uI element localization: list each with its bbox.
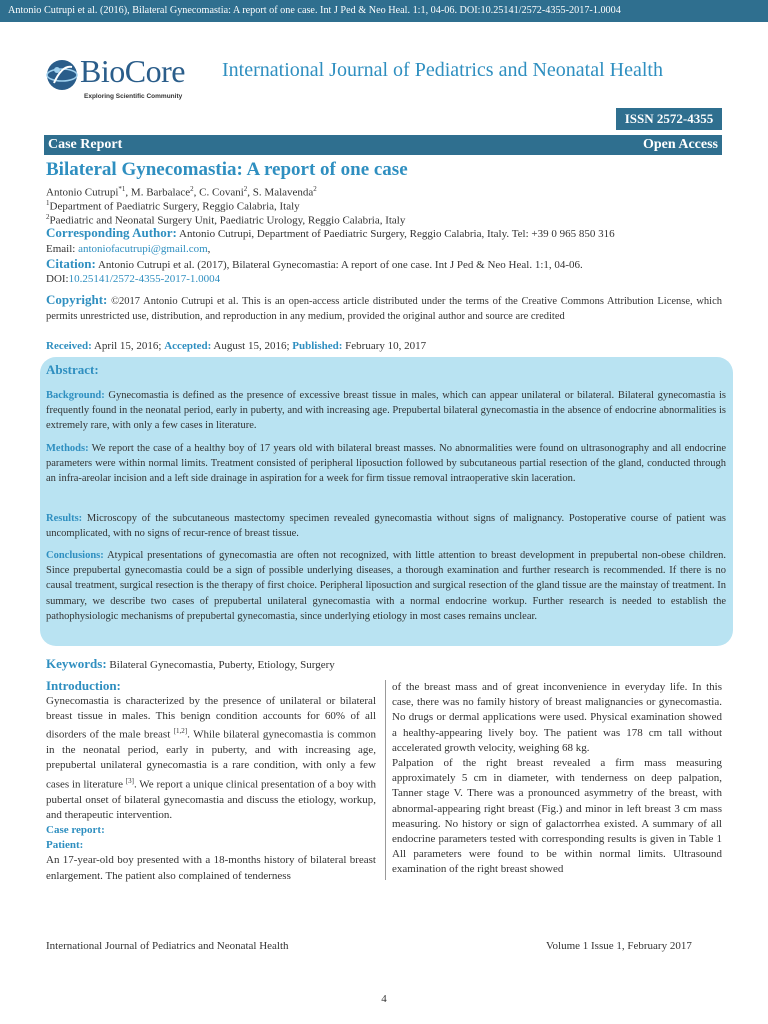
footer-volume: Volume 1 Issue 1, February 2017 (546, 940, 692, 952)
abstract-conclusions: Conclusions: Atypical presentations of gynecomastia are often not recognized, with little attention to breast development in prepubertal non-obese children. Since prepubertal gynecomastia could be a sign of possible underlying diseases, a thorough examination and further research is recommended. If there is no causal treatment, surgical resection is the therapy of first choice. Peripheral liposuction and surgical resection of the gland tissue are the mainstay of treatment. In summary, we describe two cases of prepubertal unilateral gynecomastia with a normal endocrine workup. Further research is needed to establish the pathophysiologic mechanisms of prepubertal gynecomastia, since underlying etiology in most cases remains unclear. (46, 550, 726, 622)
copyright: Copyright: ©2017 Antonio Cutrupi et al. This is an open-access article distributed under the terms of the Creative Commons Attribution License, which permits unrestricted use, distribution, and reproduction in any medium, provided the original author and source are credited (46, 292, 722, 322)
patient-heading: Patient: (46, 839, 84, 852)
left-column (46, 677, 376, 884)
affiliation-1: $^1$Department of Paediatric Surgery, Reggio Calabria, Italy (46, 199, 300, 213)
abstract-methods: Methods: We report the case of a healthy boy of 17 years old with bilateral breast masses. No abnormalities were found on ultrasonography and all endocrine parameters were within normal limits. Treatment consisted of peripheral liposuction followed by subcutaneous partial resection of the gland, conducted through an infra-areolar incision and a left side drainage in aspiration for a week for firm tissue removal intraoperative skin laceration. (46, 443, 726, 485)
citation-line: Citation: Antonio Cutrupi et al. (2017), Bilateral Gynecomastia: A report of one case. Int J Ped & Neo Heal. 1:1, 04-06. (46, 256, 583, 271)
header-citation-bar (0, 0, 768, 22)
logo-name: BioCore (80, 53, 185, 89)
abstract-heading: Abstract: (46, 362, 99, 377)
email-line: Email: antoniofacutrupi@gmail.com, (46, 243, 211, 255)
page-number: 4 (381, 993, 387, 1005)
column-divider (385, 680, 386, 880)
patient-text: An 17-year-old boy presented with a 18-months history of bilateral breast enlargement. The patient also complained of tenderness (46, 854, 376, 882)
abstract-background: Background: Gynecomastia is defined as the presence of excessive breast tissue in males, which can appear unilateral or bilateral. Bilateral gynecomastia is frequently found in the neonatal period, early in puberty, and with increasing age. Prepubertal bilateral gynecomastia in the absence of endocrine abnormalities is extremely rare, with only a few cases in literature. (46, 390, 726, 432)
introduction-heading: Introduction: (46, 678, 121, 693)
case-report-heading: Case report: (46, 823, 105, 836)
section-bar (44, 135, 722, 155)
header-citation: Antonio Cutrupi et al. (2016), Bilateral Gynecomastia: A report of one case. Int J Ped & Neo Heal. 1:1, 04-06. DOI:10.25141/2572-4355-2017-1.0004 (8, 5, 621, 16)
doi-line: DOI:10.25141/2572-4355-2017-1.0004 (46, 273, 221, 285)
footer-journal: International Journal of Pediatrics and Neonatal Health (46, 940, 289, 952)
biocore-logo (44, 55, 204, 105)
logo-tagline: Exploring Scientific Community (84, 93, 183, 100)
dates: Received: April 15, 2016; Accepted: August 15, 2016; Published: February 10, 2017 (46, 340, 427, 352)
doi-link[interactable]: 10.25141/2572-4355-2017-1.0004 (68, 273, 221, 285)
corresponding-author: Corresponding Author: Antonio Cutrupi, Department of Paediatric Surgery, Reggio Calabria, Italy. Tel: +39 0 965 850 316 (46, 225, 615, 240)
authors: Antonio Cutrupi$^{*1}$, M. Barbalace$^2$, C. Covani$^2$, S. Malavenda$^2$ (46, 185, 317, 199)
right-column (392, 680, 722, 878)
right-paragraph-1: of the breast mass and of great inconvenience in everyday life. In this case, there was no family history of breast malignancies or gynecomastia. No drugs or dermal applications were used. Physical examination showed a healthy-appearing lively boy. The patient was 178 cm tall without accelerated growth velocity, weighing 68 kg. (392, 681, 722, 754)
abstract-results: Results: Microscopy of the subcutaneous mastectomy specimen revealed gynecomastia without signs of malignancy. Postoperative course of patient was uncomplicated, with no signs of recur-rence of breast tissue. (46, 513, 726, 540)
journal-title: International Journal of Pediatrics and Neonatal Health (222, 59, 663, 81)
issn-badge: ISSN 2572-4355 (616, 108, 722, 130)
abstract-box (40, 357, 733, 646)
article-type: Case Report (48, 137, 123, 152)
access-type: Open Access (642, 137, 718, 152)
introduction-text: Gynecomastia is characterized by the presence of unilateral or bilateral breast tissue in males. This benign condition accounts for 60% of all disorders of the male breast [1,2]. While bilateral gynecomastia is common in the neonatal period, early in puberty, and with increasing age, prepubertal unilateral gynecomastia is a rare condition, with only a few cases in literature [3]. We report a unique clinical presentation of a boy with pubertal onset of bilateral gynecomastia and discuss the etiology, workup, and therapeutic intervention. (46, 695, 376, 821)
right-paragraph-2: Palpation of the right breast revealed a firm mass measuring approximately 5 cm in diameter, with tenderness on deep palpation, Tanner stage V. There was a pronounced asymmetry of the breast, with abnormal-appearing right breast (Fig.) and minor in left breast 3 cm mass measuring. No history or sign of galactorrhea existed. A summary of all endocrine parameters tested with corresponding results is given in Table 1 All parameters were found to be within normal limits. Ultrasound examination of the right breast showed (392, 757, 722, 876)
affiliation-2: $^2$Paediatric and Neonatal Surgery Unit, Paediatric Urology, Reggio Calabria, Italy (46, 213, 406, 227)
globe-icon (44, 57, 80, 93)
email-link[interactable]: antoniofacutrupi@gmail.com (78, 243, 208, 255)
article-title: Bilateral Gynecomastia: A report of one case (46, 159, 408, 180)
keywords: Keywords: Bilateral Gynecomastia, Puberty, Etiology, Surgery (46, 656, 335, 671)
